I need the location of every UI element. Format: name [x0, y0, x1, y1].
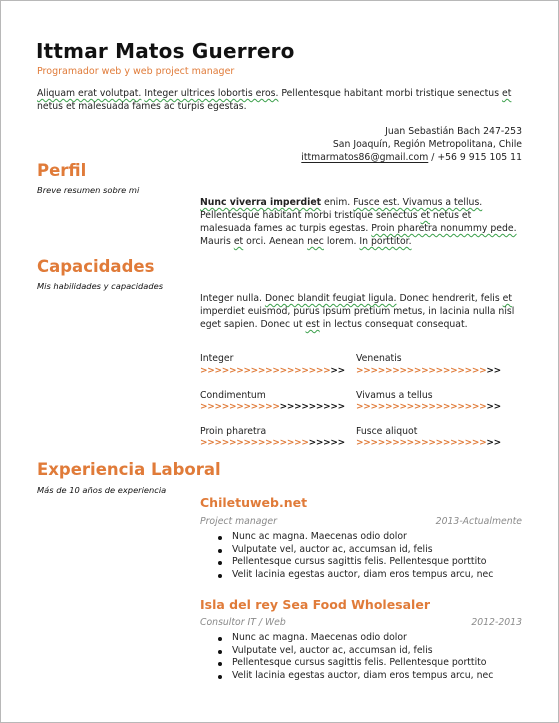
skill-level-filled: >>>>>>>>>>>>>>>>>> [356, 366, 487, 376]
skill-level-filled: >>>>>>>>>>>>>>>>>> [356, 402, 487, 412]
perfil-paragraph [200, 196, 525, 248]
perfil-text: Fusce est. Vivamus a tellus. [353, 197, 483, 208]
section-subtitle-perfil: Breve resumen sobre mi [37, 185, 140, 195]
list-item: Velit lacinia egestas auctor, diam eros tempus arcu, nec [216, 670, 493, 683]
perfil-text: In porttitor. [359, 236, 412, 247]
candidate-subtitle: Programador web y web project manager [37, 66, 235, 77]
skill-level-filled: >>>>>>>>>>>>>>>>>> [356, 438, 487, 448]
skill-level-bar [356, 438, 501, 448]
intro-paragraph [37, 88, 517, 113]
capacidades-text: Donec hendrerit, felis [396, 293, 503, 304]
job-company: Isla del rey Sea Food Wholesaler [200, 597, 430, 612]
job-bullet-list [216, 531, 493, 582]
intro-text: Integer ultrices lobortis eros. [144, 88, 279, 99]
capacidades-text: et [502, 293, 513, 304]
intro-text: Aliquam erat volutpat. [37, 88, 142, 99]
list-item: Nunc ac magna. Maecenas odio dolor [216, 632, 493, 645]
skill-name: Vivamus a tellus [356, 390, 433, 401]
skill-level-empty: >> [486, 402, 501, 412]
job-dates: 2013-Actualmente [435, 516, 522, 527]
skill-level-bar [200, 402, 345, 412]
candidate-name: Ittmar Matos Guerrero [36, 39, 295, 63]
capacidades-paragraph [200, 292, 525, 331]
skill-name: Integer [200, 353, 234, 364]
skill-level-filled: >>>>>>>>>>>>>>> [200, 438, 309, 448]
job-bullet-list [216, 632, 493, 683]
perfil-text: Mauris [200, 236, 234, 247]
skill-level-empty: >>>>>>>>> [279, 402, 345, 412]
intro-text: et [502, 88, 512, 99]
perfil-text: Pellentesque habitant morbi tristique senectus [200, 210, 421, 221]
section-title-perfil: Perfil [37, 161, 87, 180]
job-company: Chiletuweb.net [200, 495, 308, 510]
skill-name: Condimentum [200, 390, 266, 401]
perfil-text: netus et malesuada fames ac turpis egestas. [200, 210, 472, 234]
section-title-capacidades: Capacidades [37, 257, 155, 276]
skill-level-bar [356, 402, 501, 412]
list-item: Nunc ac magna. Maecenas odio dolor [216, 531, 493, 544]
skill-level-bar [200, 438, 345, 448]
list-item: Pellentesque cursus sagittis felis. Pellentesque porttito [216, 556, 493, 569]
skill-name: Venenatis [356, 353, 402, 364]
skill-level-empty: >> [486, 438, 501, 448]
perfil-text: et [420, 210, 430, 221]
contact-email-phone [301, 151, 522, 164]
perfil-text: et [233, 236, 244, 247]
intro-text: netus et malesuada fames ac turpis egestas. [37, 100, 247, 112]
intro-text: Pellentesque habitant morbi tristique senectus [278, 88, 502, 99]
list-item: Velit lacinia egestas auctor, diam eros tempus arcu, nec [216, 569, 493, 582]
list-item: Vulputate vel, auctor ac, accumsan id, felis [216, 544, 493, 557]
capacidades-text: imperdiet euismod, purus ipsum pretium metus, in lacinia nulla nisl eget sapien. Donec ut [200, 306, 515, 330]
list-item: Vulputate vel, auctor ac, accumsan id, felis [216, 645, 493, 658]
section-title-experiencia: Experiencia Laboral [37, 460, 221, 479]
perfil-text: enim. [321, 197, 354, 208]
perfil-text: lorem. [323, 236, 360, 247]
section-subtitle-capacidades: Mis habilidades y capacidades [37, 281, 164, 291]
skill-level-filled: >>>>>>>>>>> [200, 402, 280, 412]
skill-name: Proin pharetra [200, 426, 267, 437]
skill-level-bar [356, 366, 501, 376]
skill-name: Fusce aliquot [356, 426, 418, 437]
contact-block [301, 125, 522, 164]
perfil-text: Nunc viverra imperdiet [200, 197, 322, 208]
capacidades-text: in lectus consequat consequat. [319, 319, 468, 330]
skill-level-empty: >> [486, 366, 501, 376]
skill-level-bar [200, 366, 345, 376]
contact-phone: / +56 9 915 105 11 [428, 152, 522, 163]
skill-level-empty: >> [330, 366, 345, 376]
capacidades-text: Integer nulla. [200, 293, 265, 304]
skill-level-filled: >>>>>>>>>>>>>>>>>> [200, 366, 331, 376]
contact-email-link[interactable]: ittmarmatos86@gmail.com [301, 152, 429, 163]
skill-level-empty: >>>>> [308, 438, 345, 448]
perfil-text: orci. Aenean [243, 236, 308, 247]
job-role: Project manager [200, 516, 277, 527]
perfil-text: nec [307, 236, 324, 247]
contact-city: San Joaquín, Región Metropolitana, Chile [332, 139, 522, 150]
perfil-text: Proin pharetra nonummy pede. [371, 223, 517, 234]
job-dates: 2012-2013 [471, 617, 522, 628]
section-subtitle-experiencia: Más de 10 años de experiencia [37, 485, 167, 495]
capacidades-text: Donec blandit feugiat ligula. [264, 293, 397, 304]
list-item: Pellentesque cursus sagittis felis. Pellentesque porttito [216, 657, 493, 670]
job-role: Consultor IT / Web [200, 617, 286, 628]
capacidades-text: est [305, 319, 320, 330]
contact-street: Juan Sebastián Bach 247-253 [385, 126, 522, 137]
